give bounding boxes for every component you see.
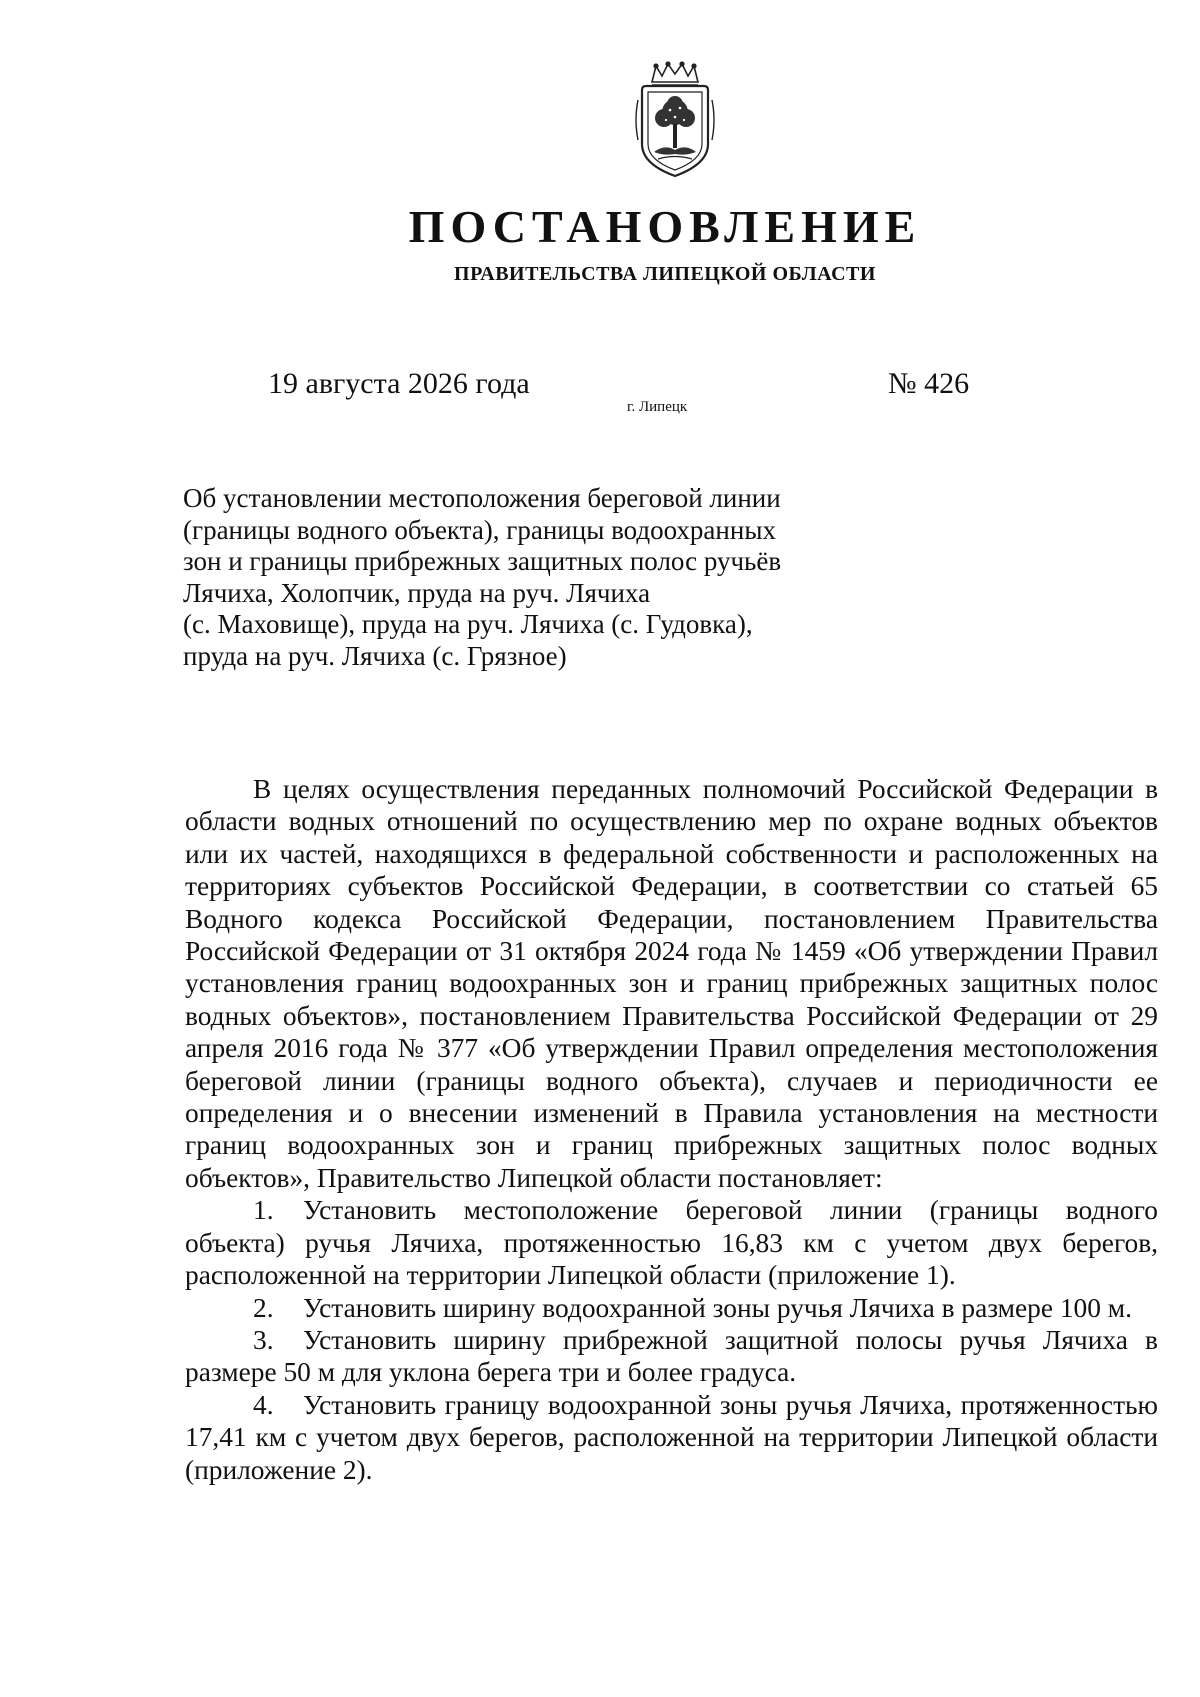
- subject-line: пруда на руч. Лячиха (с. Грязное): [183, 640, 567, 671]
- subject-line: Об установлении местоположения береговой линии: [183, 483, 781, 513]
- clause-item: [185, 1194, 1158, 1291]
- subject-line: (границы водного объекта), границы водоохранных: [183, 514, 776, 545]
- clause-item: [185, 1324, 1158, 1389]
- document-title: ПОСТАНОВЛЕНИЕ: [408, 201, 922, 252]
- clause-number: 1.: [253, 1195, 274, 1226]
- subject-line: зон и границы прибрежных защитных полос ручьёв: [183, 546, 782, 576]
- coat-of-arms-icon: [630, 60, 720, 180]
- clause-item: [185, 1292, 1158, 1324]
- document-body: [185, 773, 1158, 1486]
- preamble-paragraph: В целях осуществления переданных полномочий Российской Федерации в области водных отношений по осуществлению мер по охране водных объектов или их частей, находящихся в федеральной собственности и расположенных на территориях субъектов Российской Федерации, в соответствии со статьей 65 Водного кодекса Российской Федерации, постановлением Правительства Российской Федерации от 31 октября 2024 года № 1459 «Об утверждении Правил установления границ водоохранных зон и границ прибрежных защитных полос водных объектов», постановлением Правительства Российской Федерации от 29 апреля 2016 года № 377 «Об утверждении Правил определения местоположения береговой линии (границы водного объекта), случаев и периодичности ее определения и о внесении изменений в Правила установления на местности границ водоохранных зон и границ прибрежных защитных полос водных объектов», Правительство Липецкой области постановляет:: [185, 774, 1158, 1193]
- subject-line: (с. Маховище), пруда на руч. Лячиха (с. Гудовка),: [183, 609, 753, 639]
- clause-text: Установить границу водоохранной зоны ручья Лячиха, протяженностью 17,41 км с учетом двух берегов, расположенной на территории Липецкой области (приложение 2).: [185, 1389, 1158, 1485]
- document-subject: [183, 483, 883, 672]
- document-date: 19 августа 2026 года: [268, 367, 530, 400]
- clause-number: 2.: [253, 1292, 274, 1323]
- document-city: г. Липецк: [627, 399, 688, 415]
- clause-text: Установить ширину прибрежной защитной полосы ручья Лячиха в размере 50 м для уклона берега три и более градуса.: [185, 1324, 1158, 1388]
- clause-number: 4.: [253, 1389, 274, 1420]
- clause-text: Установить ширину водоохранной зоны ручья Лячиха в размере 100 м.: [303, 1292, 1132, 1323]
- subject-line: Лячиха, Холопчик, пруда на руч. Лячиха: [183, 577, 651, 608]
- document-subtitle: ПРАВИТЕЛЬСТВА ЛИПЕЦКОЙ ОБЛАСТИ: [454, 263, 876, 285]
- clause-item: [185, 1389, 1158, 1486]
- document-number: № 426: [888, 367, 970, 400]
- clause-text: Установить местоположение береговой линии (границы водного объекта) ручья Лячиха, протяженностью 16,83 км с учетом двух берегов, расположенной на территории Липецкой области (приложение 1).: [185, 1195, 1158, 1291]
- clause-number: 3.: [253, 1324, 274, 1355]
